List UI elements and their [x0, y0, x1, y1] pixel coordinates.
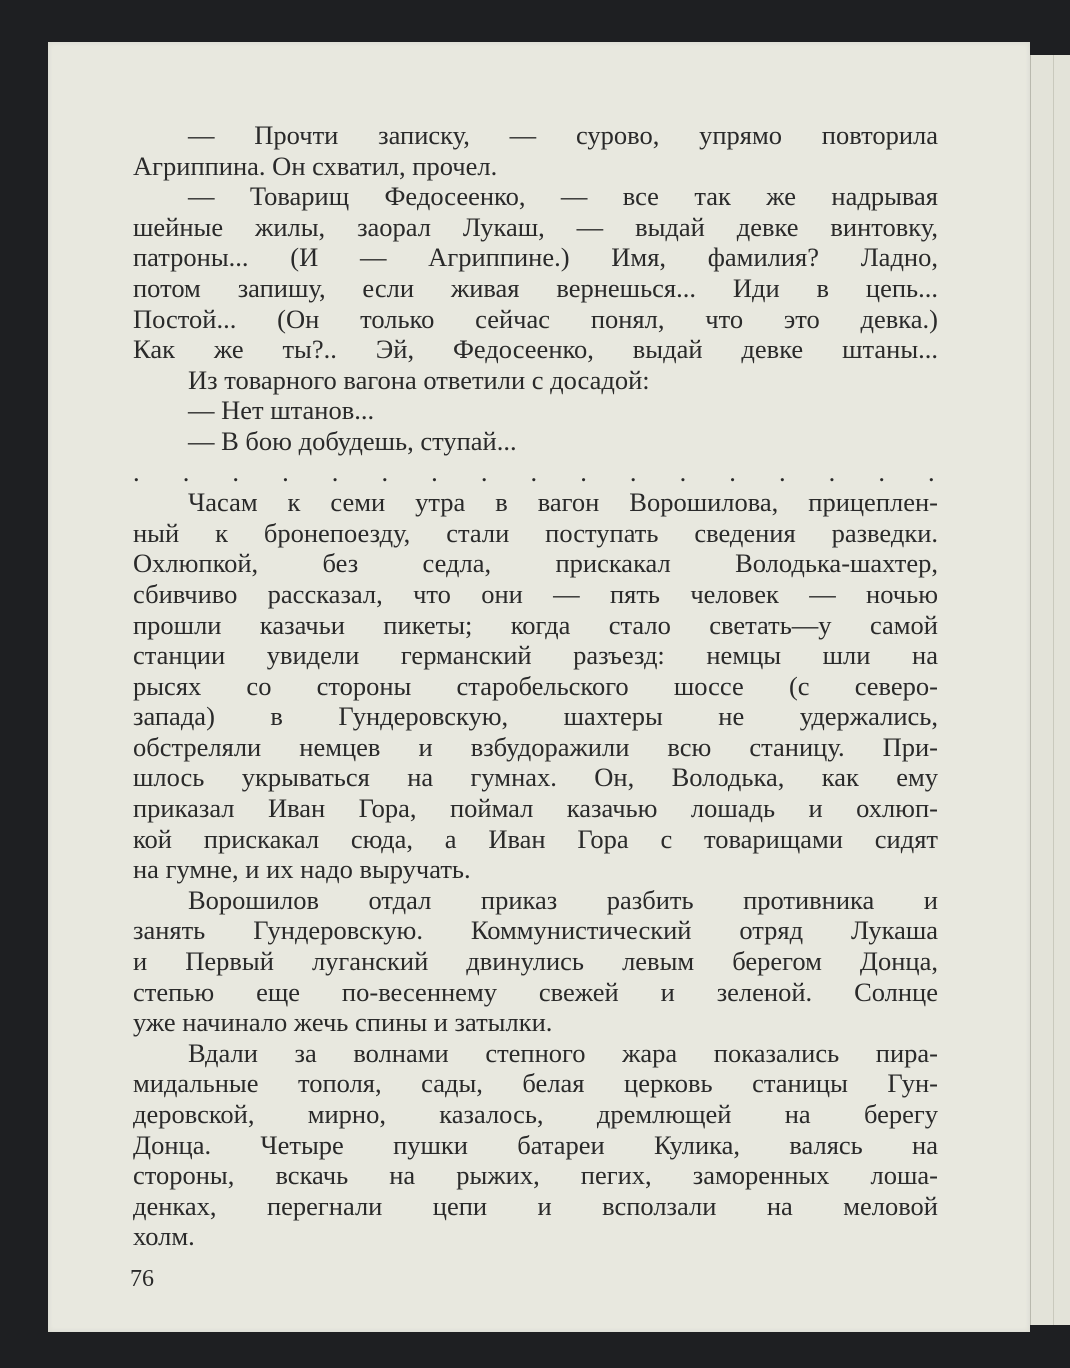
text-line: мидальные тополя, сады, белая церковь станицы Гун-	[133, 1068, 938, 1099]
text-line: запада) в Гундеровскую, шахтеры не удержались,	[133, 701, 938, 732]
text-line: денках, перегнали цепи и всползали на меловой	[133, 1190, 938, 1221]
break-dot: .	[729, 456, 736, 487]
text-line: и Первый луганский двинулись левым берегом Донца,	[133, 946, 938, 977]
break-dot: .	[878, 456, 885, 487]
text-line: потом запишу, если живая вернешься... Иди в цепь...	[133, 272, 938, 303]
text-line: Охлюпкой, без седла, прискакал Володька-шахтер,	[133, 548, 938, 579]
text-line: уже начинало жечь спины и затылки.	[133, 1007, 553, 1038]
text-line: — В бою добудешь, ступай...	[188, 425, 517, 456]
page-number: 76	[130, 1266, 154, 1292]
text-line: приказал Иван Гора, поймал казачью лошадь и охлюп-	[133, 793, 938, 824]
text-line: — Товарищ Федосеенко, — все так же надрывая	[188, 181, 938, 212]
text-line: Из товарного вагона ответили с досадой:	[188, 364, 650, 395]
text-line: холм.	[133, 1221, 195, 1252]
text-line: Ворошилов отдал приказ разбить противника и	[188, 884, 938, 915]
text-line: занять Гундеровскую. Коммунистический отряд Лукаша	[133, 915, 938, 946]
text-line: Часам к семи утра в вагон Ворошилова, прицеплен-	[188, 487, 938, 518]
break-dot: .	[182, 456, 190, 487]
text-line: ный к бронепоезду, стали поступать сведения разведки.	[133, 517, 938, 548]
text-line: прошли казачьи пикеты; когда стало светать—у самой	[133, 609, 938, 640]
section-break-dots	[133, 457, 938, 488]
text-line: шейные жилы, заорал Лукаш, — выдай девке винтовку,	[133, 211, 938, 242]
page-fold	[1053, 55, 1054, 1325]
text-line: деровской, мирно, казалось, дремлющей на берегу	[133, 1099, 938, 1129]
break-dot: .	[480, 456, 488, 487]
break-dot: .	[133, 456, 140, 487]
break-dot: .	[381, 456, 389, 487]
text-line: степью еще по-весеннему свежей и зеленой. Солнце	[133, 976, 938, 1007]
text-line: стороны, вскачь на рыжих, пегих, заморенных лоша-	[133, 1160, 938, 1191]
next-page-edge	[1030, 55, 1070, 1325]
text-line: патроны... (И — Агриппине.) Имя, фамилия? Ладно,	[133, 242, 938, 273]
text-line: станции увидели германский разъезд: немцы шли на	[133, 640, 938, 671]
text-line: обстреляли немцев и взбудоражили всю станицу. При-	[133, 731, 938, 762]
text-line: сбивчиво рассказал, что они — пять человек — ночью	[133, 578, 938, 609]
break-dot: .	[232, 456, 239, 487]
text-line: — Нет штанов...	[188, 395, 375, 426]
text-line: рысях со стороны старобельского шоссе (с северо-	[133, 670, 938, 701]
text-line: на гумне, и их надо выручать.	[133, 854, 471, 885]
break-dot: .	[679, 456, 687, 487]
break-dot: .	[629, 456, 637, 487]
break-dot: .	[530, 456, 538, 487]
text-line: — Прочти записку, — сурово, упрямо повторила	[188, 120, 938, 150]
break-dot: .	[431, 456, 438, 487]
text-line: Агриппина. Он схватил, прочел.	[133, 150, 498, 181]
body-text	[133, 120, 938, 1252]
text-line: Как же ты?.. Эй, Федосеенко, выдай девке штаны...	[133, 334, 938, 365]
break-dot: .	[778, 456, 786, 487]
break-dot: .	[928, 456, 935, 487]
text-line: шлось укрываться на гумнах. Он, Володька, как ему	[133, 762, 938, 793]
text-line: Донца. Четыре пушки батареи Кулика, валясь на	[133, 1129, 938, 1160]
break-dot: .	[828, 456, 836, 487]
break-dot: .	[331, 456, 339, 487]
text-line: Постой... (Он только сейчас понял, что это девка.)	[133, 303, 938, 334]
text-line: Вдали за волнами степного жара показались пира-	[188, 1037, 938, 1068]
break-dot: .	[282, 456, 289, 487]
text-line: кой прискакал сюда, а Иван Гора с товарищами сидят	[133, 823, 938, 854]
break-dot: .	[580, 456, 587, 487]
